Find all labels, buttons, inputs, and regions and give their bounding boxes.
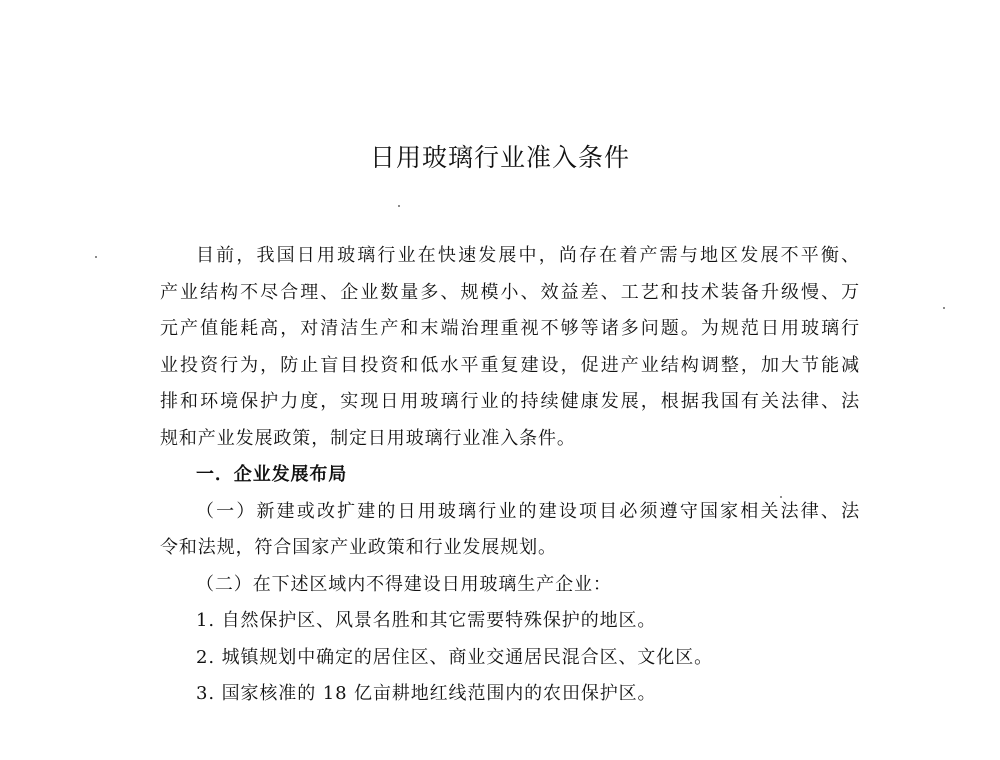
paragraph-line: （二）在下述区域内不得建设日用玻璃生产企业： bbox=[196, 573, 612, 595]
section-heading: 一．企业发展布局 bbox=[196, 464, 348, 485]
scan-speck bbox=[943, 307, 945, 309]
paragraph-line: 元产值能耗高，对清洁生产和末端治理重视不够等诸多问题。为规范日用玻璃行 bbox=[160, 318, 860, 339]
paragraph-line: 目前，我国日用玻璃行业在快速发展中，尚存在着产需与地区发展不平衡、 bbox=[196, 245, 860, 266]
paragraph-line: 规和产业发展政策，制定日用玻璃行业准入条件。 bbox=[160, 427, 576, 449]
paragraph-line: （一）新建或改扩建的日用玻璃行业的建设项目必须遵守国家相关法律、法 bbox=[196, 500, 860, 522]
scan-speck bbox=[95, 256, 97, 258]
paragraph-line: 令和法规，符合国家产业政策和行业发展规划。 bbox=[160, 537, 557, 558]
paragraph-line: 业投资行为，防止盲目投资和低水平重复建设，促进产业结构调整，加大节能减 bbox=[160, 354, 860, 376]
paragraph-line: 产业结构不尽合理、企业数量多、规模小、效益差、工艺和技术装备升级慢、万 bbox=[160, 281, 860, 303]
scan-speck bbox=[398, 205, 400, 207]
document-title: 日用玻璃行业准入条件 bbox=[369, 143, 630, 172]
list-item: 1. 自然保护区、风景名胜和其它需要特殊保护的地区。 bbox=[196, 610, 657, 631]
document-body bbox=[160, 238, 860, 713]
list-item: 3. 国家核准的 18 亿亩耕地红线范围内的农田保护区。 bbox=[196, 683, 657, 704]
list-item: 2. 城镇规划中确定的居住区、商业交通居民混合区、文化区。 bbox=[196, 646, 713, 668]
paragraph-line: 排和环境保护力度，实现日用玻璃行业的持续健康发展，根据我国有关法律、法 bbox=[160, 391, 860, 412]
scan-speck bbox=[780, 496, 782, 498]
